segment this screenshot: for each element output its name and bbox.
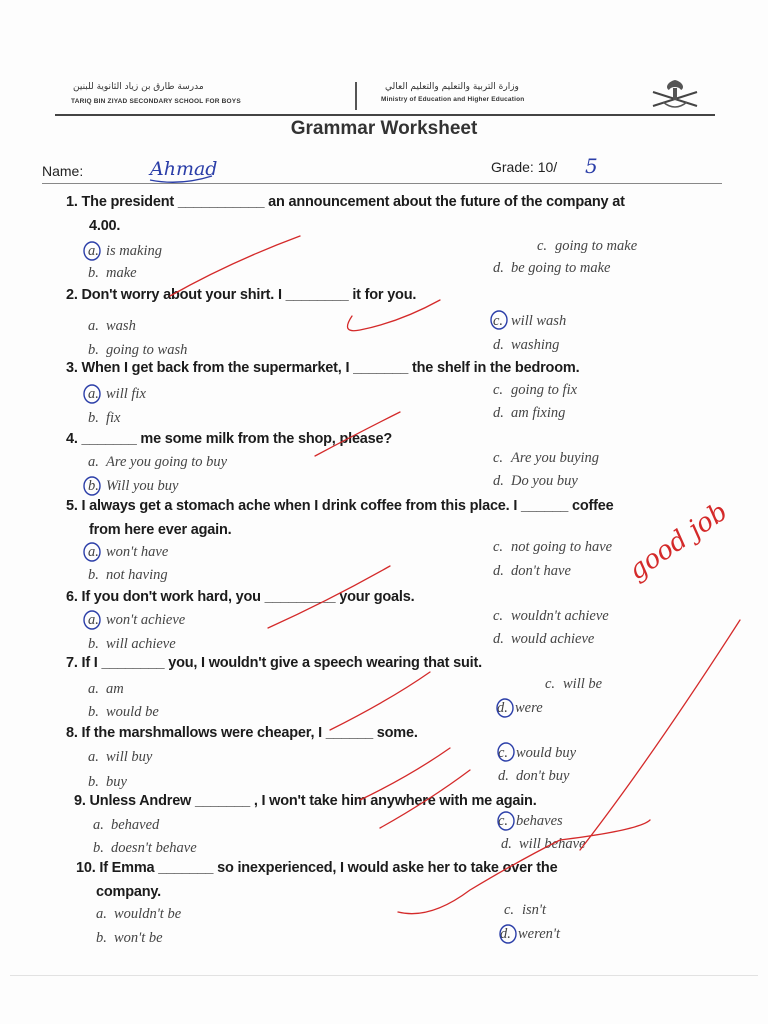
option-9a: a. behaved <box>93 817 160 833</box>
option-6a: a. won't achieve <box>88 612 186 628</box>
teacher-comment: good job <box>623 496 734 587</box>
page-title: Grammar Worksheet <box>290 118 478 139</box>
answer-circle-1 <box>84 242 100 260</box>
option-1b: b. make <box>88 265 137 281</box>
option-4c: c. Are you buying <box>493 450 600 466</box>
option-5d: d. don't have <box>493 563 571 579</box>
question-5-cont: from here ever again. <box>89 522 232 538</box>
grade-handwritten: 5 <box>585 154 598 178</box>
option-10b: b. won't be <box>96 930 163 946</box>
tick-3 <box>315 412 400 456</box>
question-1: 1. The president ___________ an announcement about the future of the company at <box>66 194 625 210</box>
option-4b: b. Will you buy <box>88 478 179 494</box>
option-9b: b. doesn't behave <box>93 840 197 856</box>
answer-circle-9 <box>498 812 514 830</box>
question-3: 3. When I get back from the supermarket, I _______ the shelf in the bedroom. <box>66 360 580 376</box>
answer-circle-3 <box>84 385 100 403</box>
answer-circle-10 <box>500 925 516 943</box>
option-5b: b. not having <box>88 567 168 583</box>
answer-circles <box>84 176 516 943</box>
question-2: 2. Don't worry about your shirt. I ________ it for you. <box>66 287 417 303</box>
option-2b: b. going to wash <box>88 342 188 358</box>
option-6c: c. wouldn't achieve <box>493 608 609 624</box>
tick-4 <box>268 566 390 628</box>
option-4a: a. Are you going to buy <box>88 454 228 470</box>
option-7b: b. would be <box>88 704 159 720</box>
option-3c: c. going to fix <box>493 382 578 398</box>
option-8a: a. will buy <box>88 749 153 765</box>
option-1a: a. is making <box>88 243 162 259</box>
question-1-cont: 4.00. <box>89 218 121 234</box>
question-4: 4. _______ me some milk from the shop, please? <box>66 431 393 447</box>
option-7c: c. will be <box>545 676 603 692</box>
option-2a: a. wash <box>88 318 136 334</box>
teacher-ticks <box>170 236 740 914</box>
answer-circle-5 <box>84 543 100 561</box>
tick-6 <box>360 748 450 800</box>
question-10-cont: company. <box>96 884 162 900</box>
option-10d: d. weren't <box>500 926 561 942</box>
option-2c: c. will wash <box>493 313 567 329</box>
tick-9 <box>580 620 740 850</box>
name-underline <box>150 176 212 182</box>
grade-label: Grade: 10/ <box>491 159 558 175</box>
option-4d: d. Do you buy <box>493 473 578 489</box>
tick-1 <box>170 236 300 296</box>
question-5: 5. I always get a stomach ache when I drink coffee from this place. I ______ coffee <box>66 498 614 514</box>
option-9d: d. will behave <box>501 836 586 852</box>
tick-8 <box>398 820 650 914</box>
option-3a: a. will fix <box>88 386 146 402</box>
ministry-name-english: Ministry of Education and Higher Education <box>381 96 525 103</box>
answer-circle-7 <box>497 699 513 717</box>
option-10a: a. wouldn't be <box>96 906 182 922</box>
answer-circle-2 <box>491 311 507 329</box>
name-label: Name: <box>42 163 84 179</box>
tick-2 <box>348 300 441 331</box>
name-handwritten: Ahmad <box>150 158 218 180</box>
tick-5 <box>330 672 430 730</box>
ministry-name-arabic: وزارة التربية والتعليم والتعليم العالي <box>385 82 519 92</box>
option-8b: b. buy <box>88 774 127 790</box>
option-7d: d. were <box>497 700 543 716</box>
option-3d: d. am fixing <box>493 405 566 421</box>
option-5c: c. not going to have <box>493 539 613 555</box>
question-8: 8. If the marshmallows were cheaper, I ______ some. <box>66 725 418 741</box>
footer-rule <box>10 975 758 976</box>
question-7: 7. If I ________ you, I wouldn't give a speech wearing that suit. <box>66 655 482 671</box>
option-6b: b. will achieve <box>88 636 176 652</box>
option-6d: d. would achieve <box>493 631 595 647</box>
option-8d: d. don't buy <box>498 768 570 784</box>
option-9c: c. behaves <box>498 813 563 829</box>
answer-circle-4 <box>84 477 100 495</box>
option-3b: b. fix <box>88 410 121 426</box>
question-6: 6. If you don't work hard, you _________ your goals. <box>66 589 415 605</box>
option-1d: d. be going to make <box>493 260 611 276</box>
question-9: 9. Unless Andrew _______ , I won't take him anywhere with me again. <box>74 793 537 809</box>
tick-7 <box>380 770 470 828</box>
option-10c: c. isn't <box>504 902 547 918</box>
answer-circle-8 <box>498 743 514 761</box>
option-7a: a. am <box>88 681 124 697</box>
option-8c: c. would buy <box>498 745 577 761</box>
option-5a: a. won't have <box>88 544 169 560</box>
answer-circle-6 <box>84 611 100 629</box>
option-2d: d. washing <box>493 337 560 353</box>
question-10: 10. If Emma _______ so inexperienced, I would aske her to take over the <box>76 860 558 876</box>
school-name-arabic: مدرسة طارق بن زياد الثانوية للبنين <box>73 82 204 92</box>
school-name-english: TARIQ BIN ZIYAD SECONDARY SCHOOL FOR BOYS <box>71 98 241 105</box>
option-1c: c. going to make <box>537 238 638 254</box>
